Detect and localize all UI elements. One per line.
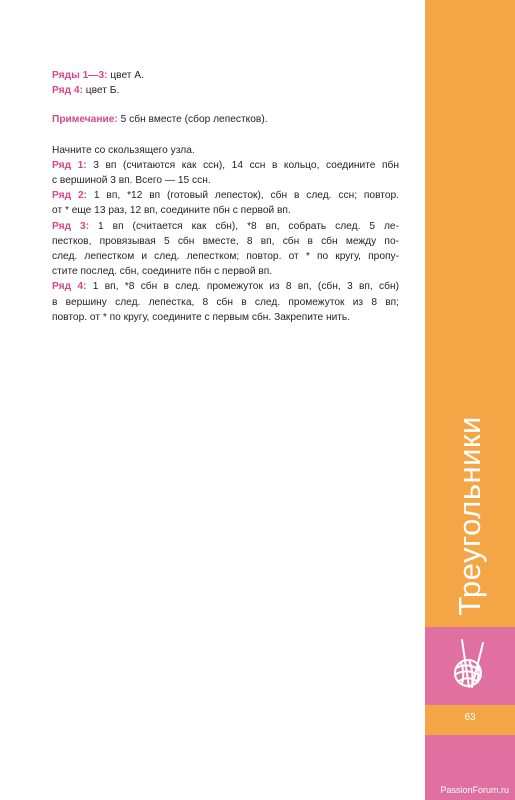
section-title-text: Треугольники (452, 416, 487, 616)
yarn-ball-icon (447, 637, 493, 695)
row-4-color-label: Ряд 4: (52, 85, 83, 97)
row-4-color-text: цвет Б. (82, 85, 120, 97)
note-text: 5 сбн вместе (сбор лепестков). (117, 114, 268, 126)
row-3-line-3: след. лепестком и след. лепестком; повтор. от * по кругу, пропу- (52, 251, 399, 263)
row-4-line-2: в вершину след. лепестка, 8 сбн в след. промежуток из 8 вп; (52, 296, 399, 308)
row-2-line-1 (52, 188, 399, 203)
rows-1-3-label: Ряды 1—3: (52, 70, 108, 81)
row-1-line-2: с вершиной 3 вп. Всего — 15 ссн. (52, 175, 211, 187)
row-4-line-1 (52, 279, 399, 294)
row-3-text-1: 1 вп (считается как сбн), *8 вп, собрать след. 5 ле- (89, 220, 399, 232)
row-4-line-3: повтор. от * по кругу, соедините с первым сбн. Закрепите нить. (52, 311, 351, 323)
row-1-label: Ряд 1: (52, 159, 87, 171)
row-4-label: Ряд 4: (52, 281, 87, 293)
row-2-text-1: 1 вп, *12 вп (готовый лепесток), сбн в след. ссн; повтор. (87, 190, 399, 202)
row-3-line-1 (52, 219, 399, 234)
row-4-text-1: 1 вп, *8 сбн в след. промежуток из 8 вп, (сбн, 3 вп, сбн) (86, 281, 399, 293)
row-1-text-1: 3 вп (считаются как ссн), 14 ссн в кольцо, соедините пбн (86, 159, 399, 171)
row-3-line-4: стите послед. сбн, соедините пбн с первой вп. (52, 266, 273, 278)
footer-block (425, 735, 515, 800)
note-label: Примечание: (52, 114, 118, 126)
rows-1-3-line (52, 68, 399, 83)
section-title (425, 412, 515, 620)
row-3-label: Ряд 3: (52, 220, 90, 232)
note-line (52, 112, 399, 127)
page-body (52, 68, 399, 325)
watermark: PassionForum.ru (440, 785, 509, 795)
rows-1-3-text: цвет А. (107, 70, 144, 81)
row-1-line-1 (52, 158, 399, 173)
row-2-label: Ряд 2: (52, 190, 88, 202)
icon-block (425, 627, 515, 705)
page-number: 63 (464, 712, 476, 723)
row-2-line-2: от * еще 13 раз, 12 вп, соедините пбн с первой вп. (52, 205, 291, 217)
row-3-line-2: пестков, провязывая 5 сбн вместе, 8 вп, сбн в сбн между по- (52, 235, 399, 247)
start-line: Начните со скользящего узла. (52, 144, 195, 156)
row-4-color-line (52, 83, 399, 98)
